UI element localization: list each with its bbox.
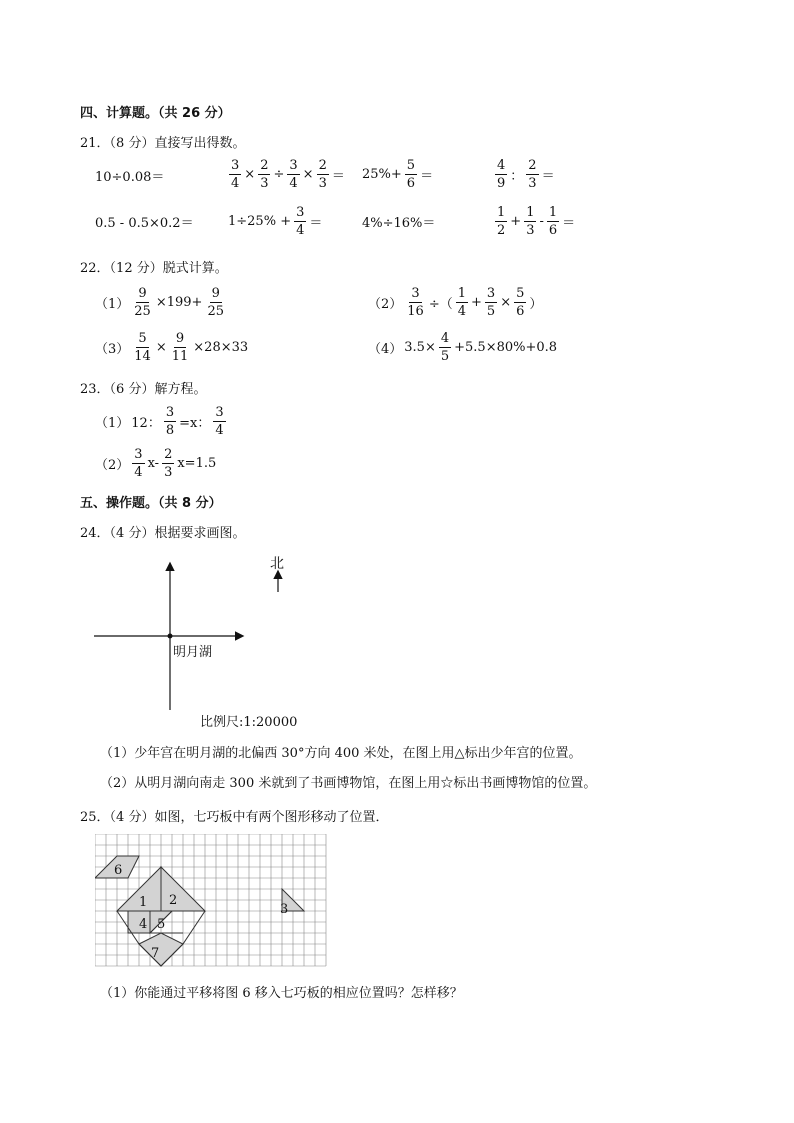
label-5: 5 xyxy=(157,917,166,932)
q22-part4: （4） 3.5× $\frac{4}{5}$ +5.5×80%+0.8 xyxy=(368,331,558,364)
section-5-title: 五、操作题。（共 8 分） xyxy=(80,496,222,511)
q23-part2: （2） $\frac{3}{4}$ x- $\frac{2}{3}$ x=1.5 xyxy=(95,447,217,480)
q21-title: 21．（8 分）直接写出得数。 xyxy=(80,136,246,151)
q22-part2: （2） $\frac{3}{16}$ ÷（ $\frac{1}{4}$ + $\frac{3}{5}$ × $\frac{5}{6}$ ） xyxy=(368,286,543,319)
label-7: 7 xyxy=(151,946,160,961)
label-3: 3 xyxy=(280,902,289,917)
q23-part1: （1） 12： $\frac{3}{8}$ =x： $\frac{3}{4}$ xyxy=(95,405,224,438)
q24-sub2: （2）从明月湖向南走 300 米就到了书画博物馆，在图上用☆标出书画博物馆的位置。 xyxy=(100,776,597,791)
q22-part1: （1） $\frac{9}{25}$ ×199+ $\frac{9}{25}$ xyxy=(95,286,224,319)
q24-sub1: （1）少年宫在明月湖的北偏西 30°方向 400 米处，在图上用△标出少年宫的位置。 xyxy=(100,746,582,761)
q24-title: 24．（4 分）根据要求画图。 xyxy=(80,526,246,541)
q22-part3: （3） $\frac{5}{14}$ × $\frac{9}{11}$ ×28×33 xyxy=(95,331,249,364)
q21-row1-b: $\frac{3}{4}$ × $\frac{2}{3}$ ÷ $\frac{3}{4}$ × $\frac{2}{3}$ ＝ xyxy=(231,158,345,191)
q21-row1-c: 25%+ $\frac{5}{6}$ ＝ xyxy=(362,158,434,191)
q21-row1-d: $\frac{4}{9}$ ： $\frac{2}{3}$ ＝ xyxy=(497,158,555,191)
q25-sub1: （1）你能通过平移将图 6 移入七巧板的相应位置吗？怎样移？ xyxy=(100,986,463,1001)
label-2: 2 xyxy=(169,893,178,908)
tangram-piece-7 xyxy=(139,933,183,966)
lake-label: 明月湖 xyxy=(173,645,213,660)
section-4-title: 四、计算题。（共 26 分） xyxy=(80,106,231,121)
tangram-grid xyxy=(95,834,327,968)
q23-title: 23．（6 分）解方程。 xyxy=(80,382,207,397)
q22-title: 22．（12 分）脱式计算。 xyxy=(80,261,228,276)
q21-row1-a: 10÷0.08＝ xyxy=(95,170,165,185)
scale-label: 比例尺:1:20000 xyxy=(200,715,298,730)
label-1: 1 xyxy=(139,895,148,910)
q21-row2-c: 4%÷16%＝ xyxy=(362,216,436,231)
q21-row2-b: 1÷25% + $\frac{3}{4}$ ＝ xyxy=(228,205,323,238)
q21-row2-a: 0.5 - 0.5×0.2＝ xyxy=(95,216,194,231)
label-4: 4 xyxy=(139,917,148,932)
north-label: 北 xyxy=(270,556,284,572)
label-6: 6 xyxy=(114,863,123,878)
q21-row2-d: $\frac{1}{2}$ + $\frac{1}{3}$ - $\frac{1}{6}$ ＝ xyxy=(497,205,576,238)
q25-title: 25．（4 分）如图，七巧板中有两个图形移动了位置． xyxy=(80,810,389,825)
q24-axis-diagram xyxy=(90,550,310,720)
origin-point xyxy=(168,634,173,639)
